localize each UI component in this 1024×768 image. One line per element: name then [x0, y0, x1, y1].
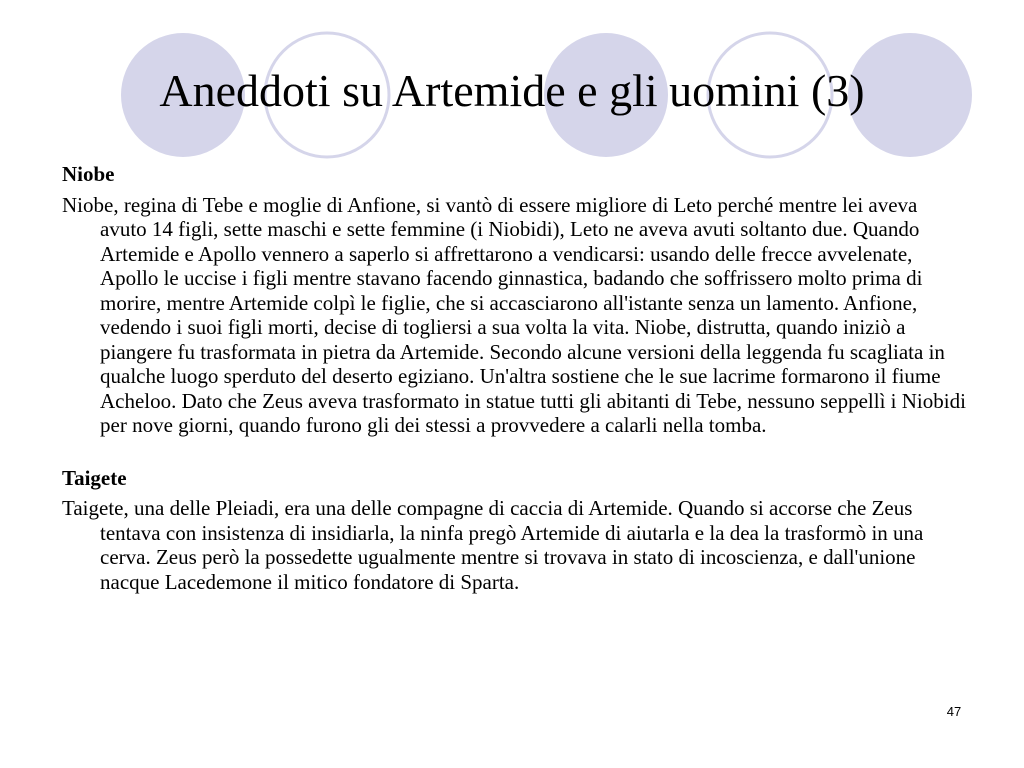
section-taigete: [62, 466, 967, 595]
page-number: 47: [946, 704, 962, 719]
slide-title: Aneddoti su Artemide e gli uomini (3): [159, 65, 865, 116]
section-body-taigete: Taigete, una delle Pleiadi, era una delle compagne di caccia di Artemide. Quando si accorse che Zeus tentava con insistenza di insidiarla, la ninfa pregò Artemide di aiutarla e la dea la trasformò in una cerva. Zeus però la possedette ugualmente mentre si trovava in stato di incoscienza, e dall'unione nacque Lacedemone il mitico fondatore di Sparta.: [62, 496, 924, 594]
section-heading-taigete: Taigete: [62, 465, 127, 490]
section-body-niobe: Niobe, regina di Tebe e moglie di Anfione, si vantò di essere migliore di Leto perché mentre lei aveva avuto 14 figli, sette maschi e sette femmine (i Niobidi), Leto ne aveva avuti soltanto due. Quando Artemide e Apollo vennero a saperlo si affrettarono a vendicarsi: usando delle frecce avvelenate, Apollo le uccise i figli mentre stavano facendo ginnastica, badando che soffrissero molto prima di morire, mentre Artemide colpì le figlie, che si accasciarono all'istante senza un lamento. Anfione, vedendo i suoi figli morti, decise di togliersi a sua volta la vita. Niobe, distrutta, quando iniziò a piangere fu trasformata in pietra da Artemide. Secondo alcune versioni della leggenda fu scagliata in qualche luogo sperduto del deserto egiziano. Un'altra sostiene che le sue lacrime formarono il fiume Acheloo. Dato che Zeus aveva trasformato in statue tutti gli abitanti di Tebe, nessuno seppellì i Niobidi per nove giorni, quando furono gli dei stessi a provvedere a calarli nella tomba.: [62, 192, 966, 437]
slide-content: [62, 162, 967, 594]
section-heading-niobe: Niobe: [62, 162, 115, 186]
section-niobe: [62, 162, 967, 438]
